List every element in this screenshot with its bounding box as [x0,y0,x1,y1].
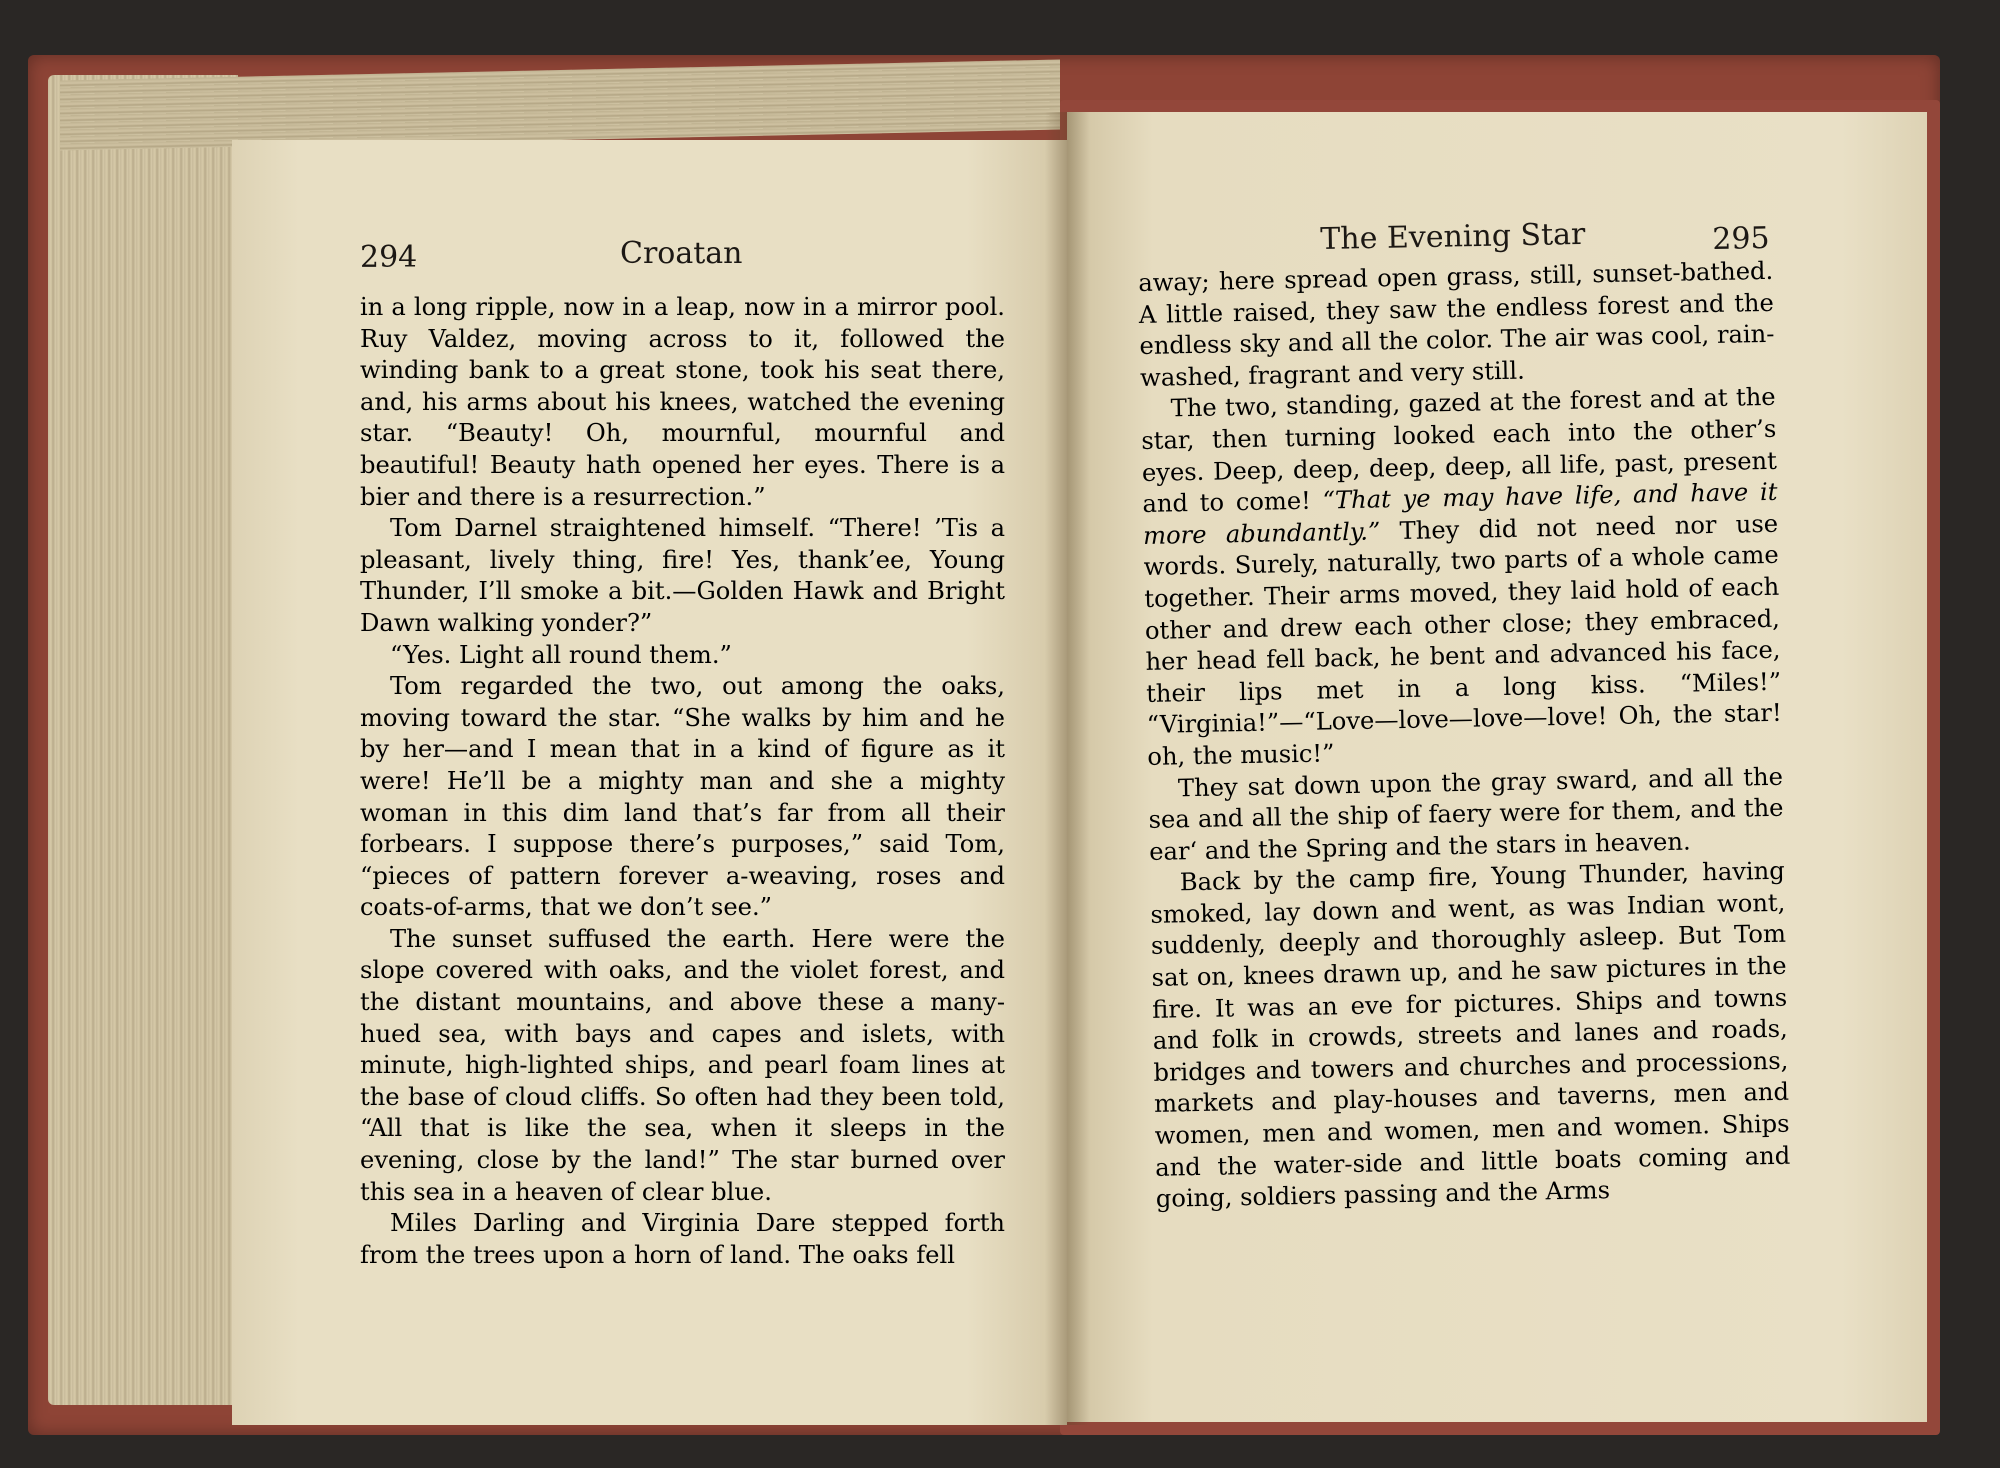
paragraph: Miles Darling and Virginia Dare stepped forth from the trees upon a horn of land. The oaks fell [360,1209,1005,1269]
scripture-quote: “That ye may have life, and have it more abundantly.” [1142,477,1778,550]
book-gutter [1045,112,1090,1425]
paragraph [1140,382,1782,773]
paragraph: in a long ripple, now in a leap, now in a mirror pool. Ruy Valdez, moving across to it, followed the winding bank to a great stone, took his seat there, and, his arms about his knees, watched the evening star. “Beauty! Oh, mournful, mournful and beautiful! Beauty hath opened her eyes. There is a bier and there is a resurrection.” [360,293,1005,511]
left-page-text [360,292,1005,1271]
right-folio: 295 [1712,220,1770,257]
right-page-text [1138,256,1791,1216]
paragraph: Back by the camp fire, Young Thunder, having smoked, lay down and went, as was Indian wont, suddenly, deeply and thoroughly asleep. But Tom sat on, knees drawn up, and he saw pictures in the fire. It was an eve for pictures. Ships and towns and folk in crowds, streets and lanes and roads, bridges and towers and churches and processions, markets and play-houses and taverns, men and women, men and women, men and women. Ships and the water-side and little boats coming and going, soldiers passing and the Arms [1150,856,1791,1214]
paragraph-segment: The two, standing, gazed at the forest and at the star, then turning looked each into the other’s eyes. Deep, deep, deep, deep, all life, past, present and to come! [1141,383,1778,519]
paragraph: away; here spread open grass, still, sunset-bathed. A little raised, they saw the endless forest and the endless sky and all the color. The air was cool, rain-washed, fragrant and very still. [1138,256,1775,392]
paragraph-segment: They did not need nor use words. Surely, naturally, two parts of a whole came together. Their arms moved, they laid hold of each other and drew each other close; they embraced, her head fell back, he bent and advanced his face, their lips met in a long kiss. “Miles!” “Virginia!”—“Love—love—love—love! Oh, the star! oh, the music!” [1143,509,1782,771]
right-running-head: The Evening Star [1320,216,1586,257]
paragraph: The sunset suffused the earth. Here were the slope covered with oaks, and the violet forest, and the distant mountains, and above these a many-hued sea, with bays and capes and islets, with minute, high-lighted ships, and pearl foam lines at the base of cloud cliffs. So often had they been told, “All that is like the sea, when it sleeps in the evening, close by the land!” The star burned over this sea in a heaven of clear blue. [360,924,1005,1206]
left-folio: 294 [360,240,418,275]
paragraph: Tom Darnel straightened himself. “There! ’Tis a pleasant, lively thing, fire! Yes, thank’ee, Young Thunder, I’ll smoke a bit.—Golden Hawk and Bright Dawn walking yonder?” [360,514,1005,637]
paragraph: They sat down upon the gray sward, and all the sea and all the ship of faery were for them, and the ear‘ and the Spring and the stars in heaven. [1148,762,1784,866]
paragraph: Tom regarded the two, out among the oaks, moving toward the star. “She walks by him and he by her—and I mean that in a kind of figure as it were! He’ll be a mighty man and she a mighty woman in this dim land that’s far from all their forbears. I suppose there’s purposes,” said Tom, “pieces of pattern forever a-weaving, roses and coats-of-arms, that we don’t see.” [360,672,1005,922]
paragraph: “Yes. Light all round them.” [390,640,732,669]
page-edges [48,75,238,1405]
left-running-head: Croatan [620,236,743,271]
